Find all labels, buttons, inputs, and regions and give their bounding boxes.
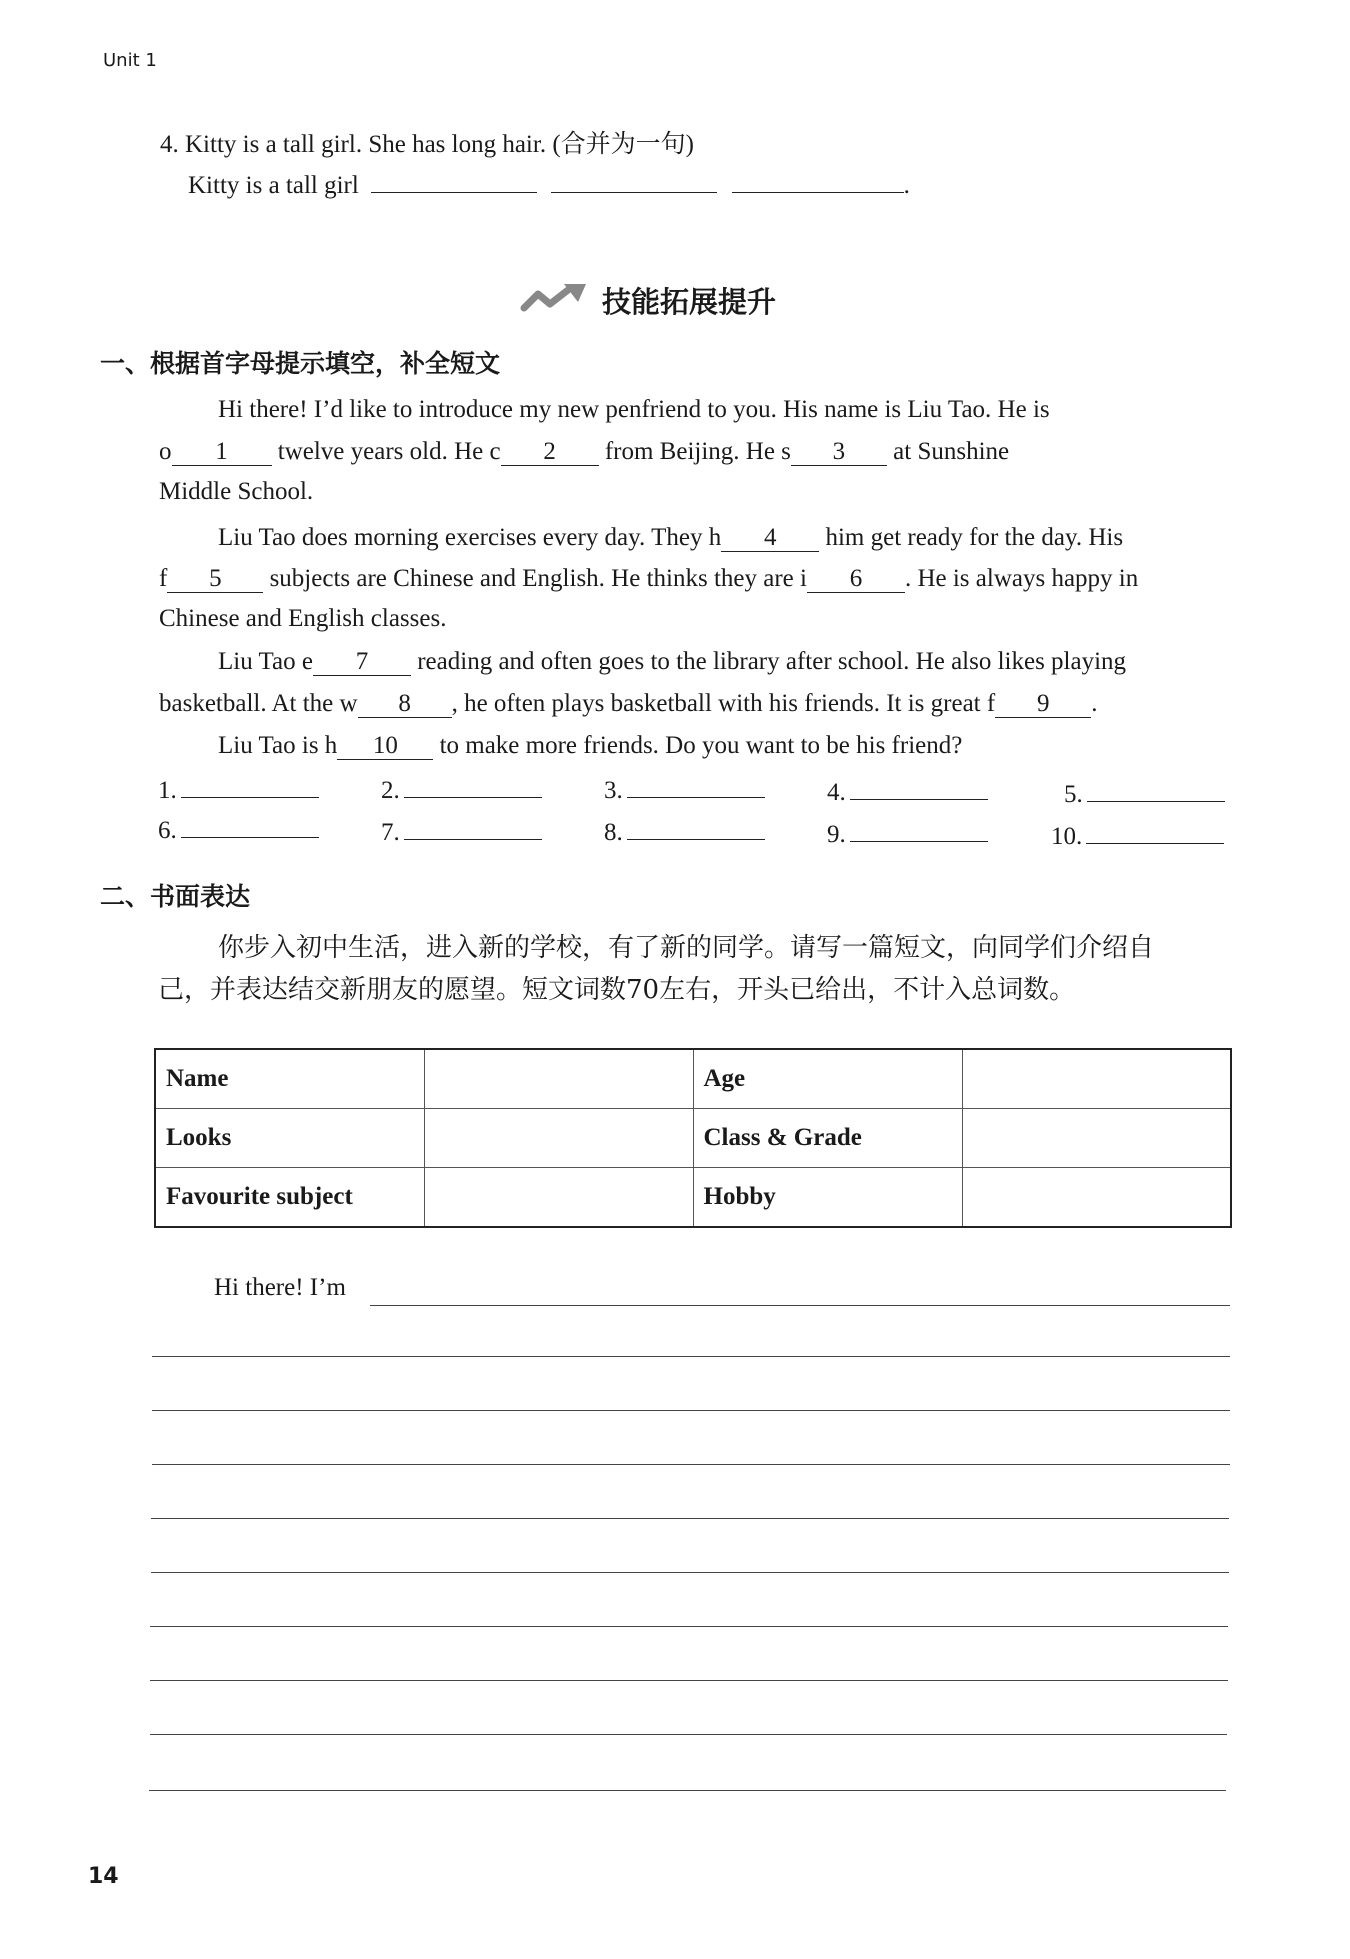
answer-line-4[interactable] xyxy=(850,777,988,800)
passage-text: at Sunshine xyxy=(886,438,1010,465)
table-cell-value[interactable] xyxy=(424,1049,693,1109)
passage-text: to make more friends. Do you want to be his friend? xyxy=(433,732,963,759)
page-number: 14 xyxy=(88,1864,119,1889)
passage-line-2 xyxy=(159,438,1009,466)
answer-item-3: 3. xyxy=(604,775,765,805)
passage-blank-5[interactable]: 5 xyxy=(167,566,263,593)
table-row xyxy=(155,1109,1231,1168)
writing-line[interactable] xyxy=(370,1305,1230,1306)
passage-blank-2[interactable]: 2 xyxy=(501,439,599,466)
answer-line-6[interactable] xyxy=(181,815,319,838)
info-table xyxy=(154,1048,1232,1228)
passage-line-8 xyxy=(159,690,1097,718)
q4-blank-3[interactable] xyxy=(732,166,904,193)
answer-line-8[interactable] xyxy=(627,817,765,840)
answer-item-10: 10. xyxy=(1051,821,1224,851)
trend-arrow-icon xyxy=(520,282,590,319)
part2-heading: 二、书面表达 xyxy=(100,882,251,911)
passage-blank-9[interactable]: 9 xyxy=(995,691,1091,718)
table-cell-label: Favourite subject xyxy=(155,1167,424,1227)
q4-blank-1[interactable] xyxy=(371,166,537,193)
unit-label: Unit 1 xyxy=(103,50,157,71)
table-cell-label: Age xyxy=(693,1049,962,1109)
passage-text: basketball. At the w xyxy=(159,690,358,717)
passage-text: Liu Tao does morning exercises every day. They h xyxy=(218,524,722,551)
section-title: 技能拓展提升 xyxy=(602,285,777,319)
passage-text: . He is always happy in xyxy=(904,565,1139,592)
passage-text: him get ready for the day. His xyxy=(819,524,1124,551)
passage-text: subjects are Chinese and English. He thinks they are i xyxy=(263,565,807,592)
q4-blank-2[interactable] xyxy=(551,166,717,193)
passage-line-3 xyxy=(159,478,313,506)
passage-text: Liu Tao is h xyxy=(218,732,338,759)
passage-text: twelve years old. He c xyxy=(271,438,501,465)
answer-item-1: 1. xyxy=(158,775,319,805)
passage-blank-8[interactable]: 8 xyxy=(358,691,452,718)
passage-blank-3[interactable]: 3 xyxy=(791,439,887,466)
table-cell-value[interactable] xyxy=(962,1049,1231,1109)
writing-line[interactable] xyxy=(151,1518,1229,1519)
passage-text: f xyxy=(159,565,168,592)
writing-line[interactable] xyxy=(150,1680,1228,1681)
passage-line-5 xyxy=(159,565,1138,593)
writing-line[interactable] xyxy=(151,1572,1229,1573)
passage-blank-1[interactable]: 1 xyxy=(172,439,272,466)
writing-line[interactable] xyxy=(152,1410,1230,1411)
q4-answer-row xyxy=(188,166,910,200)
part1-heading: 一、根据首字母提示填空，补全短文 xyxy=(100,349,501,378)
writing-line[interactable] xyxy=(150,1734,1227,1735)
table-cell-label: Looks xyxy=(155,1109,424,1168)
q4-sentence: 4. Kitty is a tall girl. She has long hair. (合并为一句) xyxy=(160,131,694,158)
passage-text: Hi there! I’d like to introduce my new penfriend to you. His name is Liu Tao. He is xyxy=(218,396,1050,423)
writing-line[interactable] xyxy=(150,1626,1228,1627)
table-row xyxy=(155,1049,1231,1109)
answer-line-1[interactable] xyxy=(181,775,319,798)
answer-item-5: 5. xyxy=(1064,779,1225,809)
passage-text: , he often plays basketball with his friends. It is great f xyxy=(451,690,996,717)
table-cell-label: Class & Grade xyxy=(693,1109,962,1168)
passage-blank-10[interactable]: 10 xyxy=(337,733,433,760)
section-banner xyxy=(520,280,776,320)
table-cell-label: Name xyxy=(155,1049,424,1109)
writing-line[interactable] xyxy=(149,1790,1226,1791)
writing-line[interactable] xyxy=(152,1356,1230,1357)
answer-item-6: 6. xyxy=(158,815,319,845)
answer-item-4: 4. xyxy=(827,777,988,807)
answer-item-2: 2. xyxy=(381,775,542,805)
answer-line-2[interactable] xyxy=(404,775,542,798)
table-cell-value[interactable] xyxy=(962,1109,1231,1168)
passage-blank-7[interactable]: 7 xyxy=(313,649,411,676)
answer-item-7: 7. xyxy=(381,817,542,847)
table-cell-value[interactable] xyxy=(962,1167,1231,1227)
passage-blank-4[interactable]: 4 xyxy=(721,525,819,552)
passage-text: Liu Tao e xyxy=(218,648,313,675)
passage-line-6 xyxy=(159,605,446,633)
passage-line-9 xyxy=(218,732,962,760)
q4-prompt: Kitty is a tall girl xyxy=(188,172,359,199)
passage-blank-6[interactable]: 6 xyxy=(807,566,905,593)
answer-line-10[interactable] xyxy=(1086,821,1224,844)
writing-line[interactable] xyxy=(152,1464,1230,1465)
answer-item-8: 8. xyxy=(604,817,765,847)
passage-text: reading and often goes to the library after school. He also likes playing xyxy=(410,648,1127,675)
passage-text: from Beijing. He s xyxy=(598,438,791,465)
q4-end-mark: . xyxy=(903,172,910,199)
passage-line-7 xyxy=(218,648,1126,676)
table-cell-value[interactable] xyxy=(424,1167,693,1227)
answer-item-9: 9. xyxy=(827,819,988,849)
part2-instructions-line2: 己，并表达结交新朋友的愿望。短文词数70左右，开头已给出，不计入总词数。 xyxy=(158,975,1076,1005)
passage-line-1 xyxy=(218,396,1050,424)
part2-instructions-line1: 你步入初中生活，进入新的学校，有了新的同学。请写一篇短文，向同学们介绍自 xyxy=(218,933,1155,963)
writing-start: Hi there! I’m xyxy=(214,1274,346,1301)
table-row xyxy=(155,1167,1231,1227)
passage-text: Chinese and English classes. xyxy=(159,605,447,632)
passage-text: Middle School. xyxy=(159,478,314,505)
answer-line-3[interactable] xyxy=(627,775,765,798)
table-cell-value[interactable] xyxy=(424,1109,693,1168)
passage-text: . xyxy=(1091,690,1098,717)
table-cell-label: Hobby xyxy=(693,1167,962,1227)
answer-line-7[interactable] xyxy=(404,817,542,840)
answer-line-5[interactable] xyxy=(1087,779,1225,802)
passage-text: o xyxy=(159,438,172,465)
passage-line-4 xyxy=(218,524,1123,552)
answer-line-9[interactable] xyxy=(850,819,988,842)
